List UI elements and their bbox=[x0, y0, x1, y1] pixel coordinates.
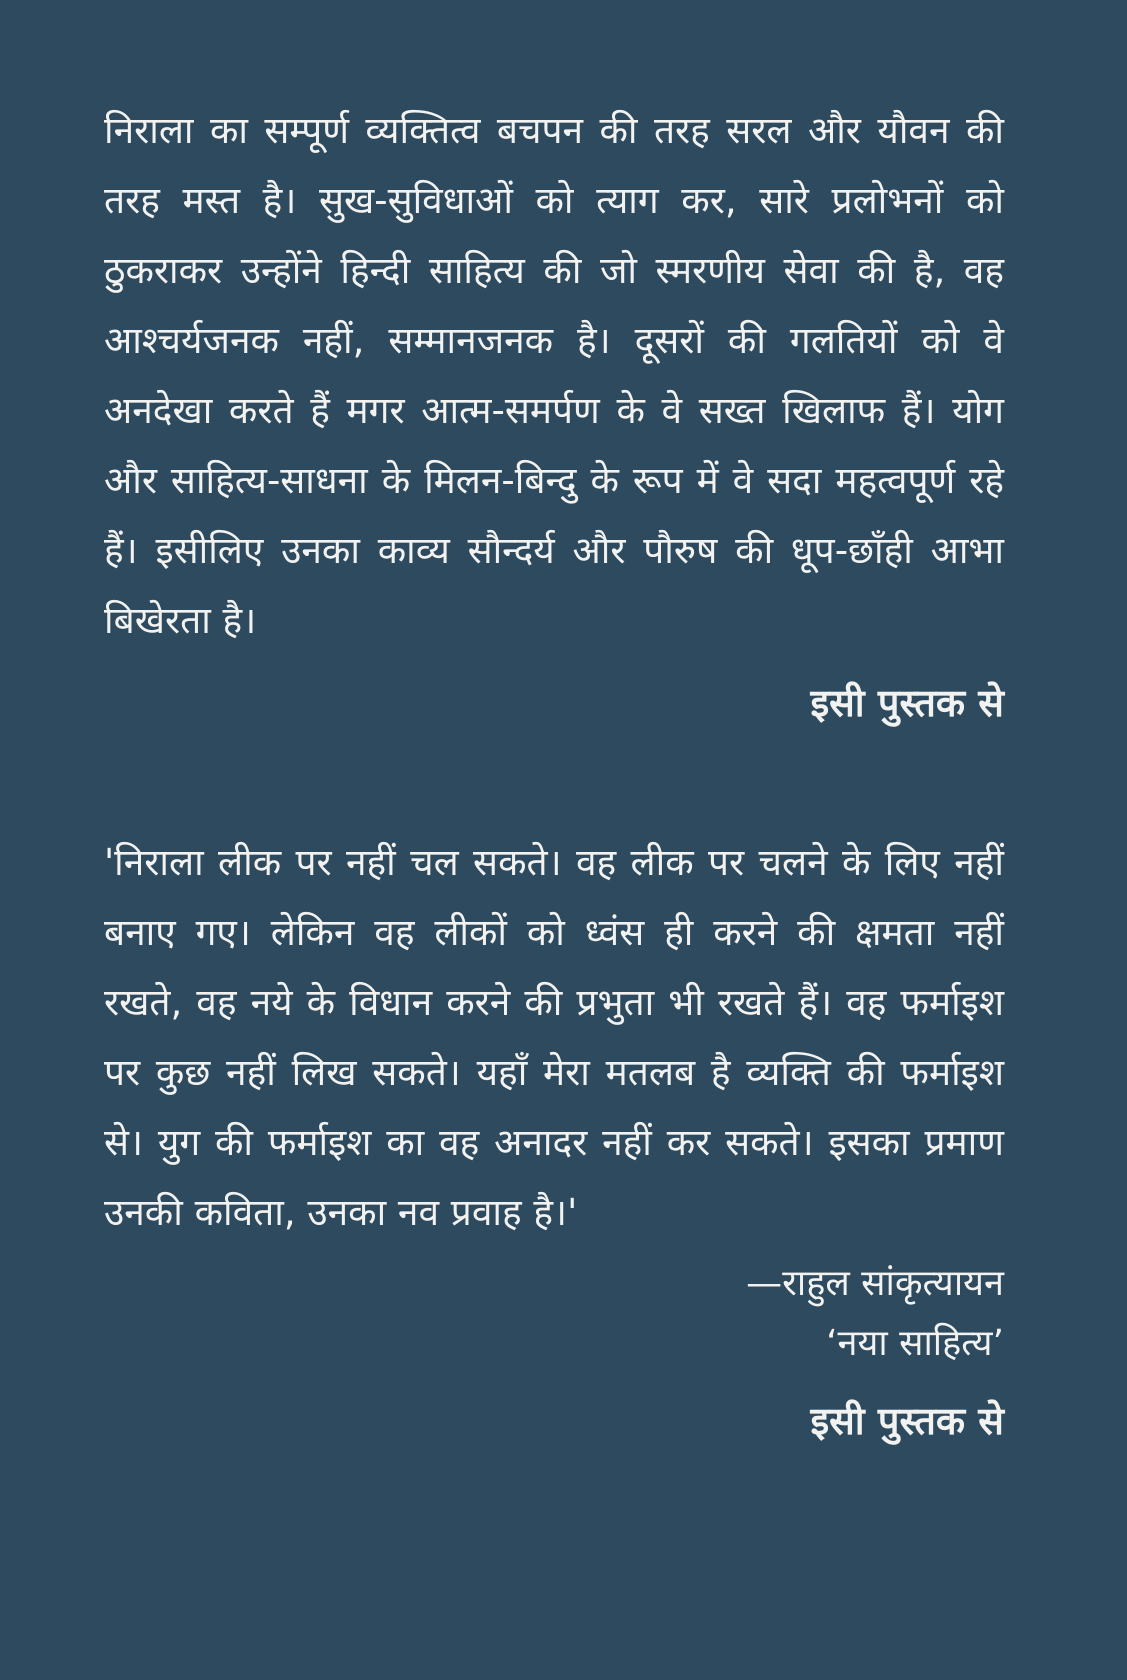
quote-paragraph-1: निराला का सम्पूर्ण व्यक्तित्व बचपन की तरह सरल और यौवन की तरह मस्त है। सुख-सुविधाओं को त्याग कर, सारे प्रलोभनों को ठुकराकर उन्होंने हिन्दी साहित्य की जो स्मरणीय सेवा की है, वह आश्चर्यजनक नहीं, सम्मानजनक है। दूसरों की गलतियों को वे अनदेखा करते हैं मगर आत्म-समर्पण के वे सख्त खिलाफ हैं। योग और साहित्य-साधना के मिलन-बिन्दु के रूप में वे सदा महत्वपूर्ण रहे हैं। इसीलिए उनका काव्य सौन्दर्य और पौरुष की धूप-छाँही आभा बिखेरता है। bbox=[104, 109, 1004, 642]
quote-work-title: ‘नया साहित्य’ bbox=[826, 1323, 1004, 1364]
back-cover-text bbox=[104, 96, 1004, 1456]
quote-source-1: इसी पुस्तक से bbox=[810, 681, 1004, 725]
quote-author: —राहुल सांकृत्यायन bbox=[746, 1263, 1004, 1304]
quote-paragraph-2: 'निराला लीक पर नहीं चल सकते। वह लीक पर चलने के लिए नहीं बनाए गए। लेकिन वह लीकों को ध्वंस ही करने की क्षमता नहीं रखते, वह नये के विधान करने की प्रभुता भी रखते हैं। वह फर्माइश पर कुछ नहीं लिख सकते। यहाँ मेरा मतलब है व्यक्ति की फर्माइश से। युग की फर्माइश का वह अनादर नहीं कर सकते। इसका प्रमाण उनकी कविता, उनका नव प्रवाह है।' bbox=[104, 841, 1004, 1234]
quote-source-2: इसी पुस्तक से bbox=[810, 1399, 1004, 1443]
